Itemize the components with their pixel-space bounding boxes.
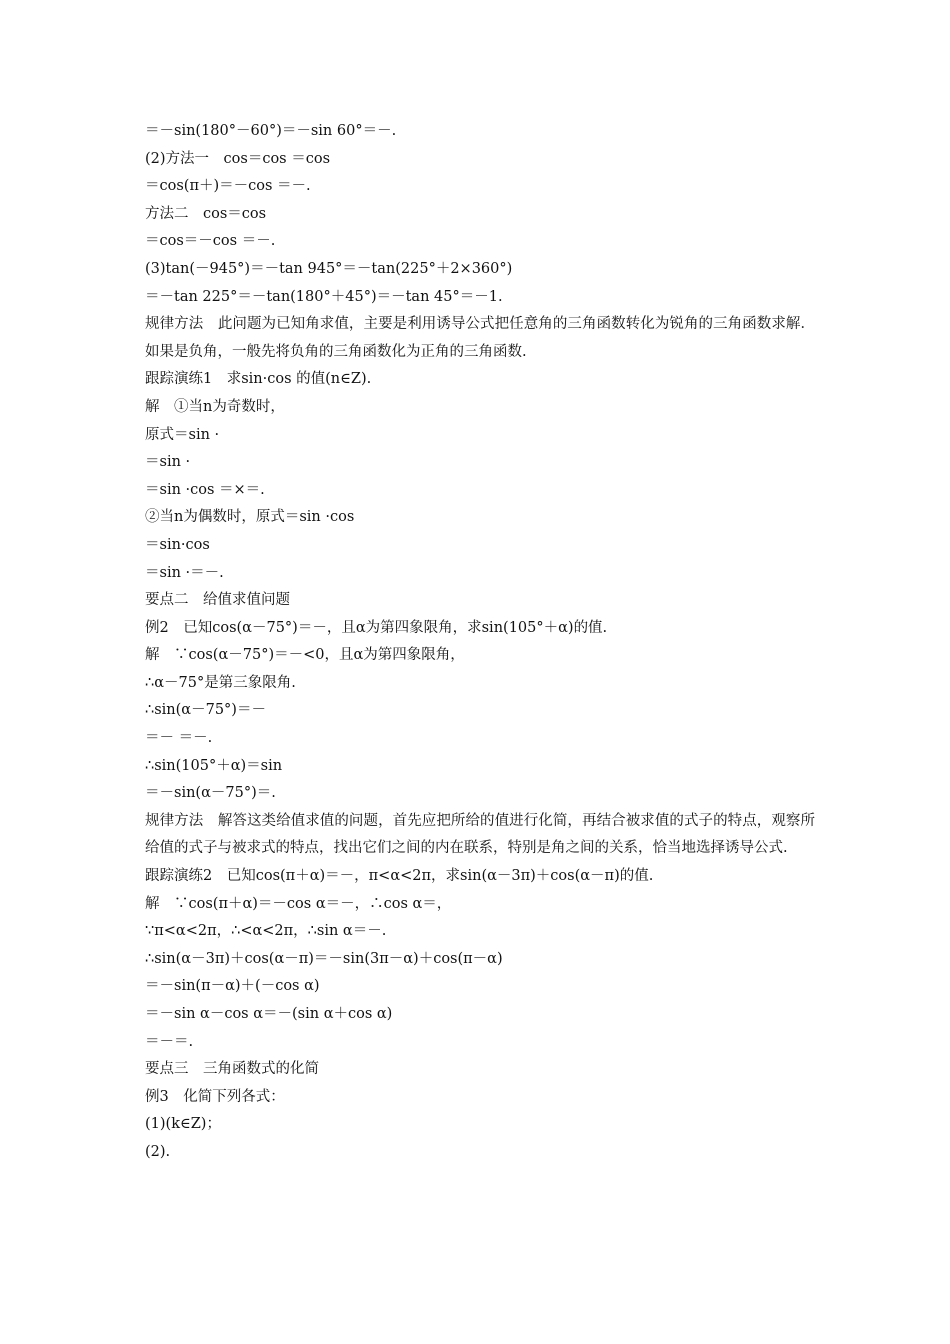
text-line: ＝－sin α－cos α＝－(sin α＋cos α) xyxy=(145,1006,393,1022)
exercise-heading: 跟踪演练1 求sin·cos 的值(n∈Z). xyxy=(145,371,372,388)
text-line: 方法二 cos＝cos xyxy=(145,205,267,222)
text-line: (2). xyxy=(145,1143,171,1160)
text-line: 解 ∵cos(α－75°)＝－<0，且α为第四象限角， xyxy=(145,647,465,664)
text-line: ＝－＝. xyxy=(145,1033,194,1050)
text-line: ＝cos(π＋)＝－cos ＝－. xyxy=(145,178,311,195)
example-heading: 例3 化简下列各式： xyxy=(145,1088,285,1105)
section-heading: 要点三 三角函数式的化简 xyxy=(145,1061,319,1078)
text-line: ＝sin ·cos ＝×＝. xyxy=(145,481,265,498)
text-line: (1)(k∈Z)； xyxy=(145,1116,221,1133)
method-note-paragraph: 规律方法 此问题为已知角求值，主要是利用诱导公式把任意角的三角函数转化为锐角的三角函数求解．如果是负角，一般先将负角的三角函数化为正角的三角函数. xyxy=(145,316,815,360)
section-heading: 要点二 给值求值问题 xyxy=(145,592,290,609)
text-line: ②当n为偶数时，原式＝sin ·cos xyxy=(145,509,355,526)
example-heading: 例2 已知cos(α－75°)＝－，且α为第四象限角，求sin(105°＋α)的值. xyxy=(145,619,608,636)
text-line: ＝sin·cos xyxy=(145,536,210,553)
text-line: ＝－sin(π－α)＋(－cos α) xyxy=(145,978,320,995)
text-line: ＝sin ·＝－. xyxy=(145,564,224,581)
text-line: ＝－sin(α－75°)＝. xyxy=(145,785,276,802)
text-line: ＝sin · xyxy=(145,454,191,471)
text-line: (3)tan(－945°)＝－tan 945°＝－tan(225°＋2×360°) xyxy=(145,260,513,277)
text-line: ∴sin(α－3π)＋cos(α－π)＝－sin(3π－α)＋cos(π－α) xyxy=(145,950,503,967)
text-line: ∴α－75°是第三象限角. xyxy=(145,674,296,691)
text-line: ∵π<α<2π，∴<α<2π，∴sin α＝－. xyxy=(145,923,387,940)
text-line: 解 ①当n为奇数时， xyxy=(145,398,285,415)
text-line: ＝cos＝－cos ＝－. xyxy=(145,233,276,250)
method-note-paragraph: 规律方法 解答这类给值求值的问题，首先应把所给的值进行化简，再结合被求值的式子的特点，观察所给值的式子与被求式的特点，找出它们之间的内在联系，特别是角之间的关系，恰当地选择诱导公式. xyxy=(145,812,815,857)
document-body xyxy=(145,118,815,1167)
text-line: (2)方法一 cos＝cos ＝cos xyxy=(145,150,331,167)
text-line: ＝－tan 225°＝－tan(180°＋45°)＝－tan 45°＝－1. xyxy=(145,288,503,305)
text-line: ＝－sin(180°－60°)＝－sin 60°＝－. xyxy=(145,123,397,139)
exercise-heading: 跟踪演练2 已知cos(π＋α)＝－，π<α<2π，求sin(α－3π)＋cos(α－π)的值. xyxy=(145,868,654,885)
text-line: ＝－ ＝－. xyxy=(145,730,213,747)
text-line: 原式＝sin · xyxy=(145,426,220,443)
text-line: ∴sin(α－75°)＝－ xyxy=(145,702,266,719)
text-line: 解 ∵cos(π＋α)＝－cos α＝－，∴cos α＝， xyxy=(145,895,452,912)
text-line: ∴sin(105°＋α)＝sin xyxy=(145,757,283,774)
